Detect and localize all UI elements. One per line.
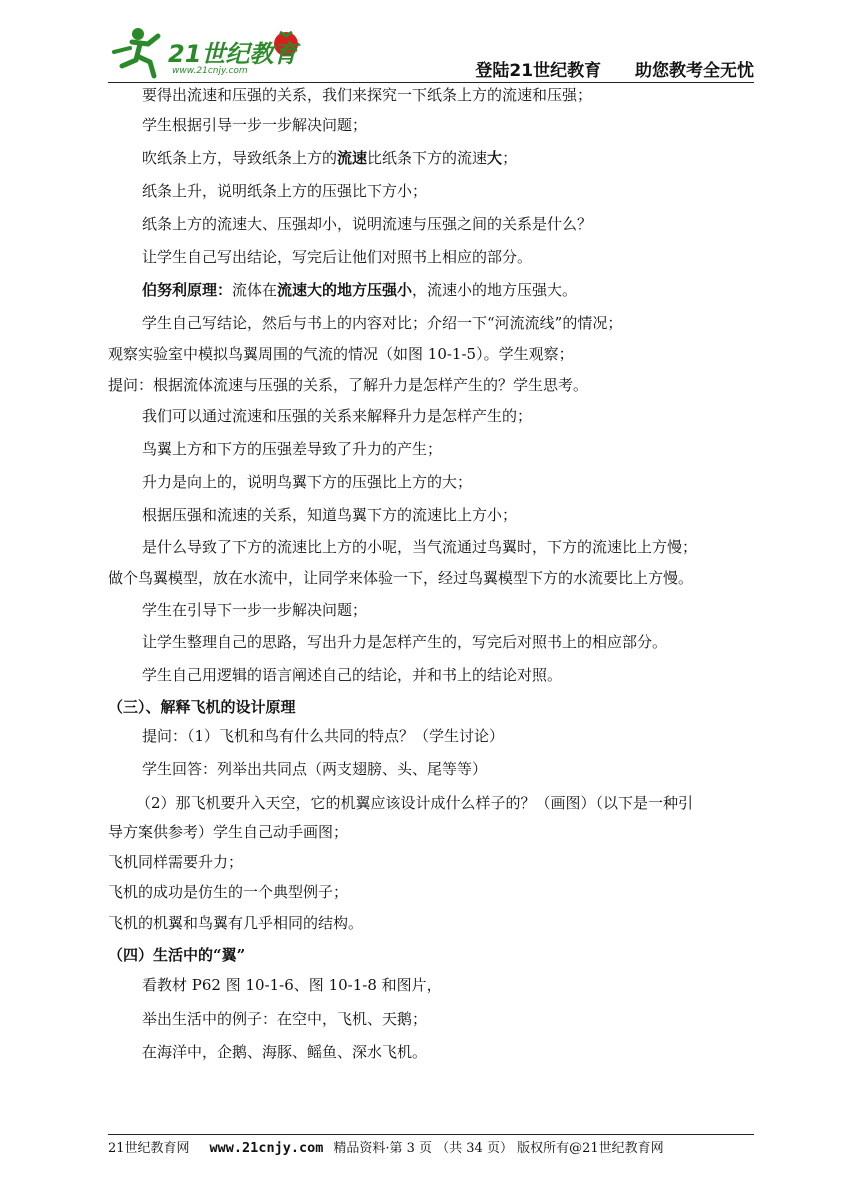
text: ，流速小的地方压强大。 (412, 281, 578, 299)
page-header (108, 20, 754, 83)
paragraph: 根据压强和流速的关系，知道鸟翼下方的流速比上方小； (142, 506, 518, 524)
footer-left: 21世纪教育网 (108, 1141, 190, 1156)
principle-label: 伯努利原理： (142, 281, 233, 299)
paragraph: 让学生整理自己的思路，写出升力是怎样产生的，写完后对照书上的相应部分。 (142, 633, 668, 651)
paragraph: 做个鸟翼模型，放在水流中，让同学来体验一下，经过鸟翼模型下方的水流要比上方慢。 (108, 569, 694, 587)
section-heading: （四）生活中的“翼” (108, 946, 246, 964)
paragraph: 导方案供参考）学生自己动手画图； (108, 823, 349, 841)
paragraph: 要得出流速和压强的关系，我们来探究一下纸条上方的流速和压强； (142, 86, 593, 104)
slogan-left: 登陆21世纪教育 (475, 61, 602, 81)
emphasis: 大 (487, 149, 503, 167)
paragraph (108, 147, 802, 171)
paragraph: 提问：根据流体流速与压强的关系，了解升力是怎样产生的？学生思考。 (108, 376, 589, 394)
text: ； (502, 149, 518, 167)
paragraph: （2）那飞机要升入天空，它的机翼应该设计成什么样子的？（画图）（以下是一种引 (136, 794, 694, 812)
slogan-right: 助您教考全无忧 (635, 61, 754, 81)
paragraph: 纸条上方的流速大、压强却小，说明流速与压强之间的关系是什么？ (142, 215, 593, 233)
paragraph: 升力是向上的，说明鸟翼下方的压强比上方的大； (142, 473, 473, 491)
paragraph: 观察实验室中模拟鸟翼周围的气流的情况（如图 10-1-5）。学生观察； (108, 345, 574, 363)
logo (110, 22, 310, 80)
section-heading: （三）、解释飞机的设计原理 (108, 698, 296, 716)
emphasis: 流速 (337, 149, 368, 167)
paragraph: 鸟翼上方和下方的压强差导致了升力的产生； (142, 440, 443, 458)
emphasis: 流速大的地方压强小 (277, 281, 413, 299)
paragraph: 我们可以通过流速和压强的关系来解释升力是怎样产生的； (142, 407, 533, 425)
paragraph: 举出生活中的例子：在空中，飞机、天鹅； (142, 1010, 428, 1028)
paragraph: 让学生自己写出结论，写完后让他们对照书上相应的部分。 (142, 248, 533, 266)
paragraph: 在海洋中，企鹅、海豚、鳐鱼、深水飞机。 (142, 1043, 428, 1061)
paragraph: 学生回答：列举出共同点（两支翅膀、头、尾等等） (142, 760, 488, 778)
paragraph: 学生根据引导一步一步解决问题； (142, 116, 368, 134)
text: 流体在 (232, 281, 278, 299)
text: 吹纸条上方，导致纸条上方的 (142, 149, 338, 167)
paragraph: 提问：（1）飞机和鸟有什么共同的特点？（学生讨论） (142, 727, 505, 745)
page-footer (108, 1134, 754, 1165)
footer-right: 精品资料·第 3 页 （共 34 页） 版权所有@21世纪教育网 (333, 1141, 664, 1156)
paragraph: 飞机的机翼和鸟翼有几乎相同的结构。 (108, 914, 364, 932)
principle-statement (108, 279, 802, 303)
footer-site-link[interactable]: www.21cnjy.com (209, 1140, 324, 1156)
header-slogan (475, 56, 754, 81)
paragraph: 飞机的成功是仿生的一个典型例子； (108, 883, 349, 901)
text: 比纸条下方的流速 (367, 149, 488, 167)
paragraph: 看教材 P62 图 10-1-6、图 10-1-8 和图片， (142, 976, 442, 994)
logo-text: 21世纪教育 (168, 40, 298, 68)
paragraph: 学生在引导下一步一步解决问题； (142, 601, 368, 619)
paragraph: 纸条上升，说明纸条上方的压强比下方小； (142, 182, 428, 200)
logo-url: www.21cnjy.com (172, 66, 248, 76)
paragraph: 是什么导致了下方的流速比上方的小呢，当气流通过鸟翼时，下方的流速比上方慢； (142, 538, 698, 556)
paragraph: 学生自己写结论，然后与书上的内容对比；介绍一下“河流流线”的情况； (142, 314, 623, 332)
paragraph: 飞机同样需要升力； (108, 853, 244, 871)
paragraph: 学生自己用逻辑的语言阐述自己的结论，并和书上的结论对照。 (142, 666, 563, 684)
